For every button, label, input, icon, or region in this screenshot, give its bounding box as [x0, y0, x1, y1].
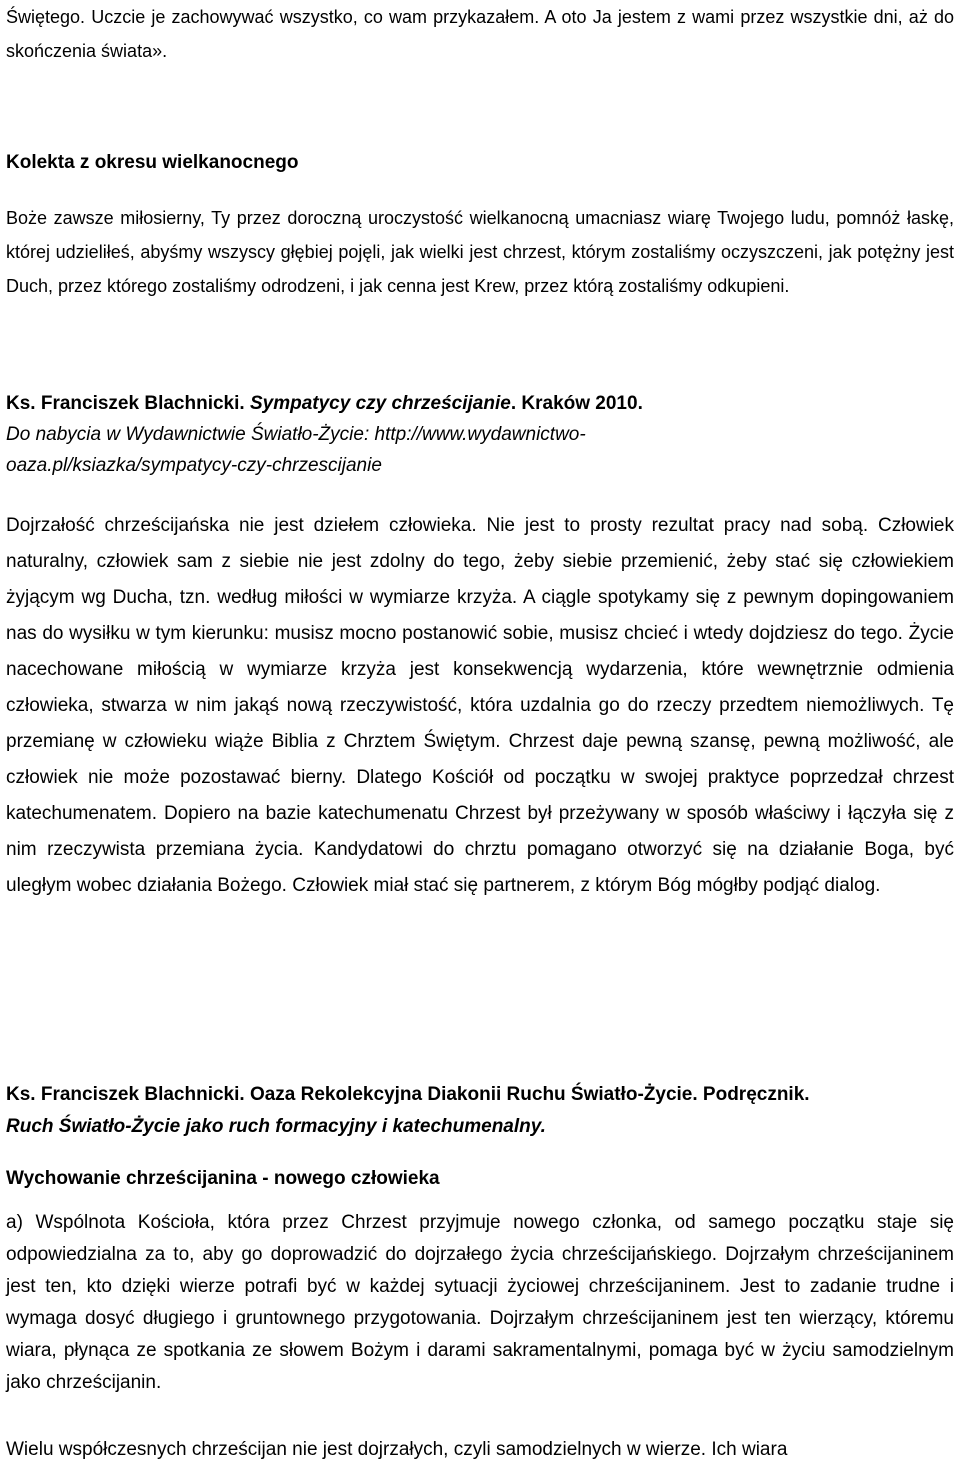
section-paragraph-last: Wielu współczesnych chrześcijan nie jest dojrzałych, czyli samodzielnych w wierze. Ich wiara	[6, 1439, 788, 1460]
section-heading: Wychowanie chrześcijanina - nowego człowieka	[6, 1168, 440, 1189]
citation-oaza-title: Ruch Światło-Życie jako ruch formacyjny i katechumenalny.	[6, 1116, 546, 1137]
kolekta-text: Boże zawsze miłosierny, Ty przez doroczną uroczystość wielkanocną umacniasz wiarę Twojego ludu, pomnóż łaskę, której udzieliłeś, abyśmy wszyscy głębiej pojęli, jak wielki jest chrzest, którym zostaliśmy oczyszczeni, jak potężny jest Duch, przez którego zostaliśmy odrodzeni, i jak cenna jest Krew, przez którą zostaliśmy odkupieni.	[6, 208, 954, 296]
citation-author: Ks. Franciszek Blachnicki.	[6, 393, 245, 414]
citation-title: Sympatycy czy chrześcijanie	[249, 393, 511, 414]
section-paragraph-a: a) Wspólnota Kościoła, która przez Chrzest przyjmuje nowego członka, od samego początku staje się odpowiedzialna za to, aby go doprowadzić do dojrzałego życia chrześcijańskiego. Dojrzałym chrześcijaninem jest ten, kto dzięki wierze potrafi być w każdej sytuacji życiowej chrześcijaninem. Jest to zadanie trudne i wymaga dosyć długiego i gruntownego przygotowania. Dojrzałym chrześcijaninem jest ten wierzący, któremu wiara, płynąca ze spotkania ze słowem Bożym i darami sakramentalnymi, pomaga być w życiu samodzielnym jako chrześcijanin.	[6, 1212, 954, 1393]
citation-sympatycy	[6, 388, 954, 481]
top-paragraph: Świętego. Uczcie je zachowywać wszystko, co wam przykazałem. A oto Ja jestem z wami przez wszystkie dni, aż do skończenia świata».	[6, 7, 954, 61]
citation-oaza	[6, 1079, 954, 1143]
citation-place-year: . Kraków 2010.	[510, 393, 643, 414]
kolekta-heading: Kolekta z okresu wielkanocnego	[6, 152, 299, 173]
citation-availability: Do nabycia w Wydawnictwie Światło-Życie: http://www.wydawnictwo-oaza.pl/ksiazka/sympatycy-czy-chrzescijanie	[6, 424, 586, 476]
citation-oaza-line1: Ks. Franciszek Blachnicki. Oaza Rekolekcyjna Diakonii Ruchu Światło-Życie. Podręcznik.	[6, 1084, 810, 1105]
main-paragraph: Dojrzałość chrześcijańska nie jest dziełem człowieka. Nie jest to prosty rezultat pracy nad sobą. Człowiek naturalny, człowiek sam z siebie nie jest zdolny do tego, żeby siebie przemienić, żeby stać się człowiekiem żyjącym wg Ducha, tzn. według miłości w wymiarze krzyża. A ciągle spotykamy się z pewnym dopingowaniem nas do wysiłku w tym kierunku: musisz mocno postanowić sobie, musisz chcieć i wtedy dojdziesz do tego. Życie nacechowane miłością w wymiarze krzyża jest konsekwencją wydarzenia, które wewnętrznie odmienia człowieka, stwarza w nim jakąś nową rzeczywistość, która uzdalnia go do rzeczy przedtem niemożliwych. Tę przemianę w człowieku wiąże Biblia z Chrztem Świętym. Chrzest daje pewną szansę, pewną możliwość, ale człowiek nie może pozostawać bierny. Dlatego Kościół od początku w swojej praktyce poprzedzał chrzest katechumenatem. Dopiero na bazie katechumenatu Chrzest był przeżywany w sposób właściwy i łączyła się z nim rzeczywista przemiana życia. Kandydatowi do chrztu pomagano otworzyć się na działanie Boga, być uległym wobec działania Bożego. Człowiek miał stać się partnerem, z którym Bóg mógłby podjąć dialog.	[6, 515, 954, 896]
